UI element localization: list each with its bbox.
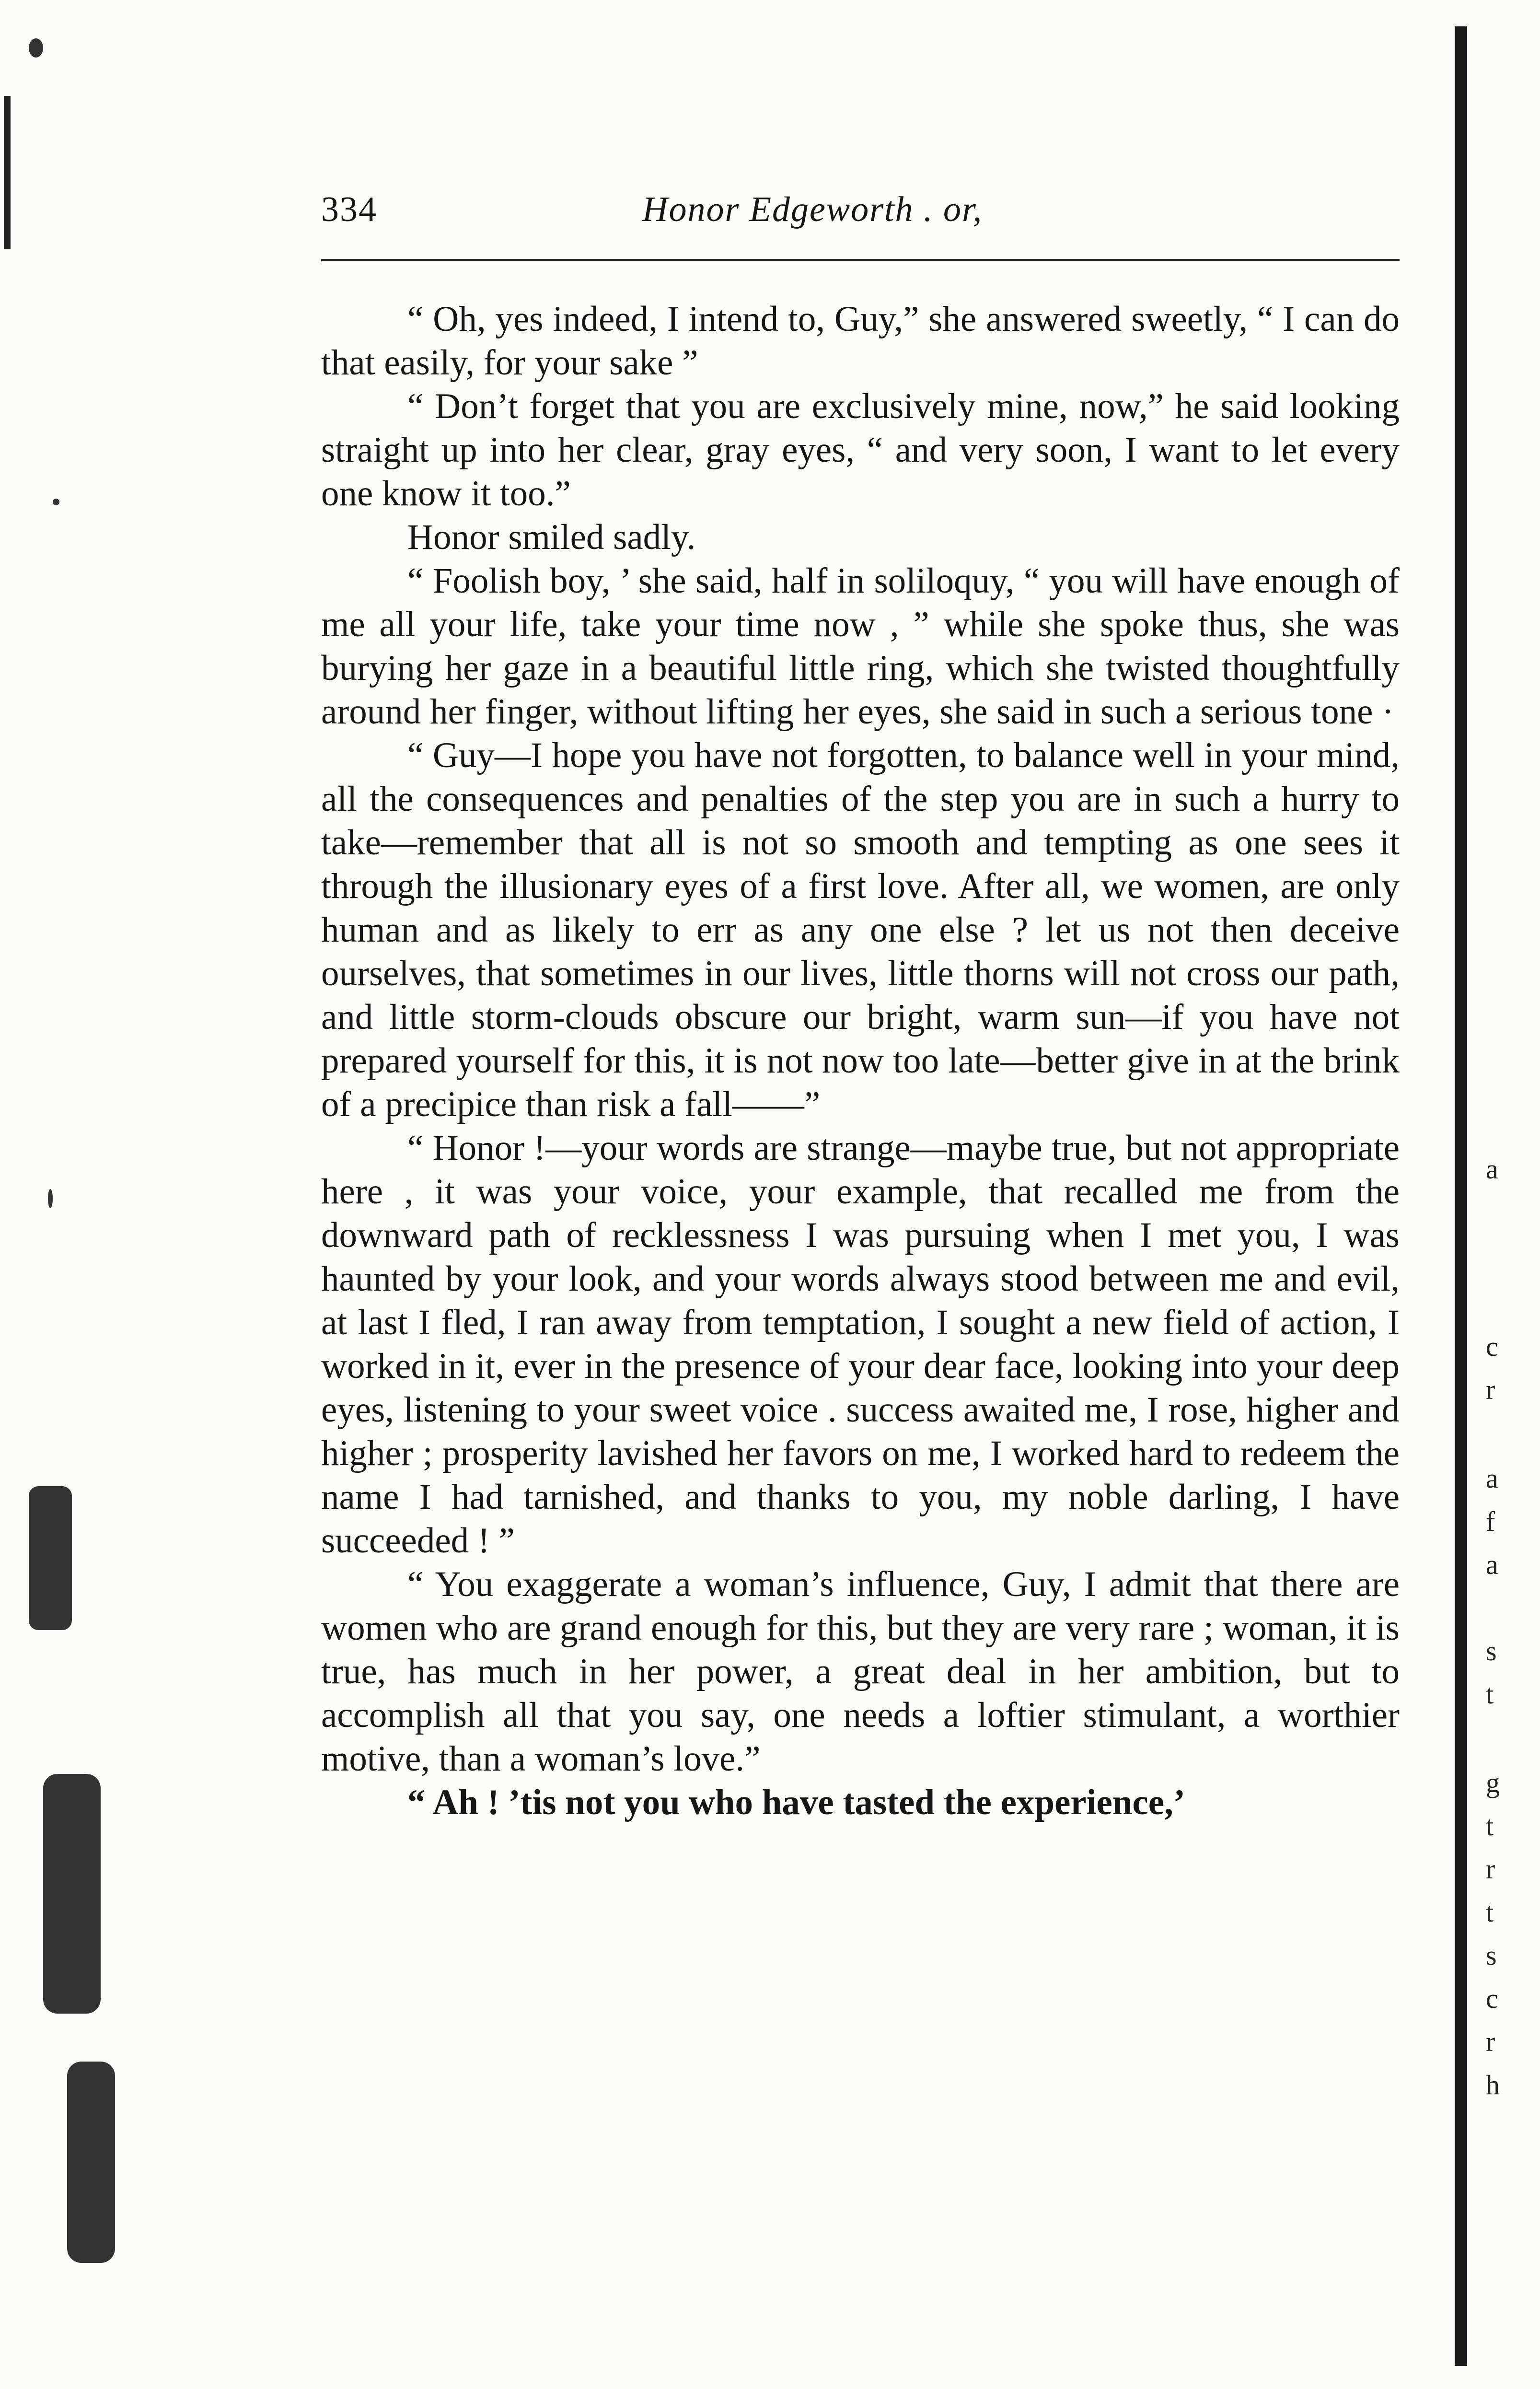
margin-letter: r	[1486, 1374, 1495, 1405]
paragraph: “ Don’t forget that you are exclusively mine, now,” he said looking straight up into her clear, gray eyes, “ and very soon, I want to let every one know it too.”	[321, 386, 1400, 513]
binding-edge-rule	[1455, 26, 1467, 2366]
margin-letter: s	[1486, 1940, 1497, 1971]
margin-letter: a	[1486, 1463, 1498, 1494]
page-header	[321, 189, 1400, 242]
margin-letter: a	[1486, 1154, 1498, 1185]
paragraph: “ Oh, yes indeed, I intend to, Guy,” she answered sweetly, “ I can do that easily, for your sake ”	[321, 299, 1400, 383]
scan-speck	[48, 1189, 53, 1208]
scan-speck	[53, 499, 59, 505]
binding-shadow-mark	[4, 96, 11, 249]
paragraph: Honor smiled sadly.	[407, 517, 696, 557]
paragraph: “ Guy—I hope you have not forgotten, to balance well in your mind, all the consequences and penalties of the step you are in such a hurry to take—remember that all is not so smooth and tempting as one sees it through the illusionary eyes of a first love. After all, we women, are only human and as likely to err as any one else ? let us not then deceive ourselves, that sometimes in our lives, little thorns will not cross our path, and little storm-clouds obscure our bright, warm sun—if you have not prepared yourself for this, it is not now too late—better give in at the brink of a precipice than risk a fall——”	[321, 735, 1400, 1124]
margin-letter: t	[1486, 1897, 1494, 1928]
margin-letter: s	[1486, 1635, 1497, 1666]
scan-speck	[43, 1774, 101, 2014]
margin-letter: t	[1486, 1678, 1494, 1710]
paragraph: “ Foolish boy, ’ she said, half in soliloquy, “ you will have enough of me all your life, take your time now , ” while she spoke thus, she was burying her gaze in a beautiful little ring, which she twisted thoughtfully around her finger, without lifting her eyes, she said in such a serious tone ·	[321, 561, 1400, 732]
left-gutter-scan-noise	[0, 0, 115, 2389]
scan-speck	[67, 2062, 115, 2263]
margin-letter: g	[1486, 1767, 1500, 1798]
margin-letter: a	[1486, 1549, 1498, 1580]
right-margin-bleed-through	[1486, 0, 1534, 2389]
margin-letter: f	[1486, 1506, 1495, 1537]
paragraph: “ You exaggerate a woman’s influence, Guy, I admit that there are women who are grand enough for this, but they are very rare ; woman, it is true, has much in her power, a great deal in her ambition, but to accomplish all that you say, one needs a loftier stimulant, a worthier motive, than a woman’s love.”	[321, 1564, 1400, 1779]
header-rule	[321, 259, 1400, 261]
scan-speck	[29, 38, 43, 58]
margin-letter: r	[1486, 2026, 1495, 2057]
margin-letter: c	[1486, 1983, 1498, 2014]
margin-letter: h	[1486, 2069, 1500, 2100]
margin-letter: c	[1486, 1331, 1498, 1362]
paragraph: “ Ah ! ’tis not you who have tasted the experience,’	[407, 1783, 1185, 1822]
scan-speck	[29, 1486, 72, 1630]
margin-letter: r	[1486, 1853, 1495, 1885]
margin-letter: t	[1486, 1810, 1494, 1841]
running-title: Honor Edgeworth . or,	[642, 190, 983, 229]
paragraph: “ Honor !—your words are strange—maybe true, but not appropriate here , it was your voice, your example, that recalled me from the downward path of recklessness I was pursuing when I met you, I was haunted by your look, and your words always stood between me and evil, at last I fled, I ran away from temptation, I sought a new field of action, I worked in it, ever in the presence of your dear face, looking into your deep eyes, listening to your sweet voice . success awaited me, I rose, higher and higher ; prosperity lavished her favors on me, I worked hard to redeem the name I had tarnished, and thanks to you, my noble darling, I have succeeded ! ”	[321, 1128, 1400, 1561]
page-number: 334	[321, 190, 377, 229]
page-body	[321, 297, 1400, 1824]
